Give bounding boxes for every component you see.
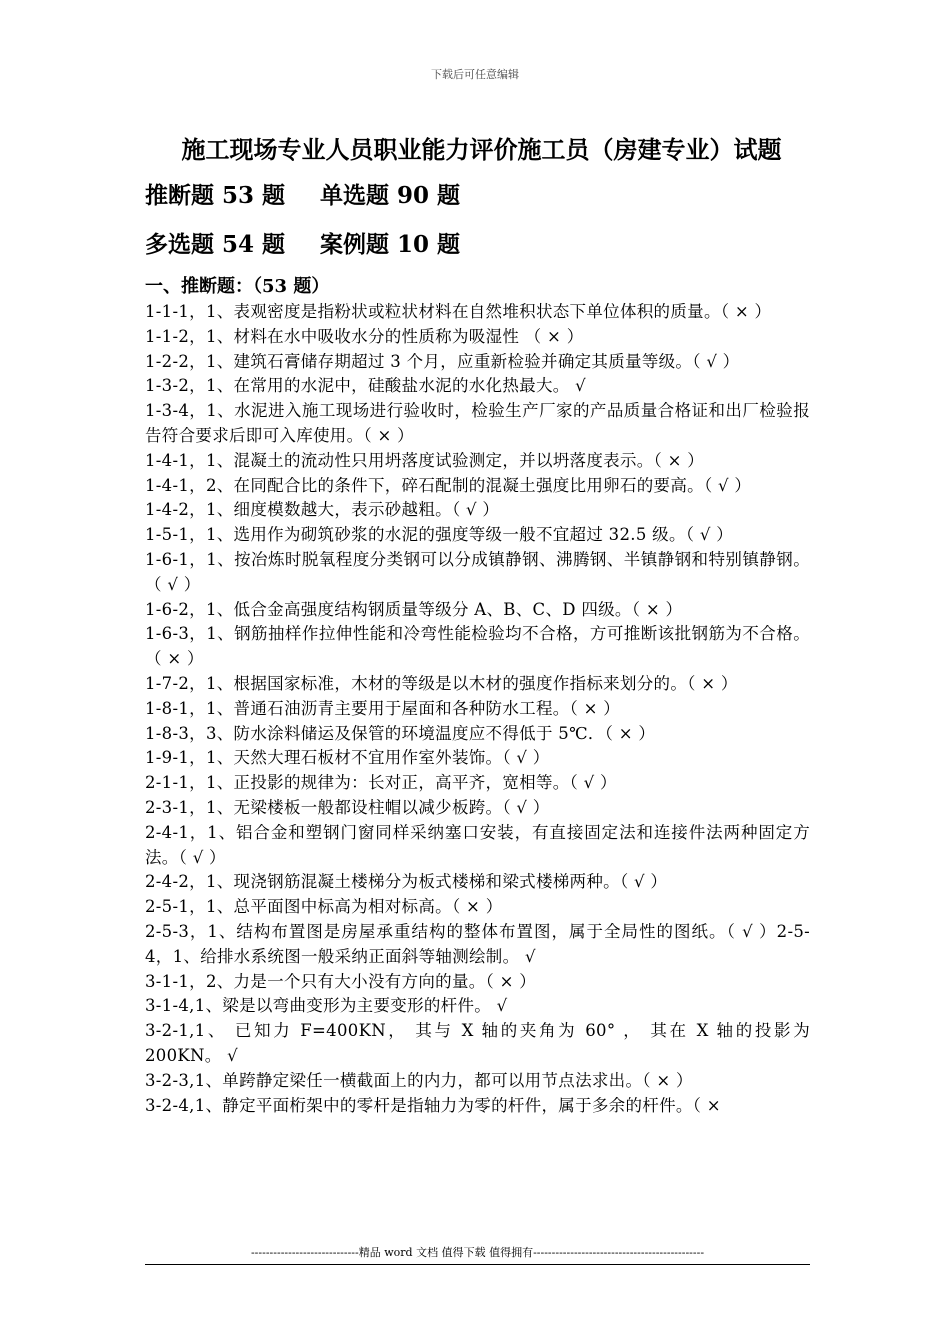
question-item: 1-6-3，1、钢筋抽样作拉伸性能和冷弯性能检验均不合格，方可推断该批钢筋为不合格。（ × ） [145, 624, 810, 669]
question-item: 1-1-2，1、材料在水中吸收水分的性质称为吸湿性 （ × ） [145, 326, 584, 346]
question-item: 1-2-2，1、建筑石膏储存期超过 3 个月，应重新检验并确定其质量等级。（ √ ） [145, 351, 740, 371]
question-item: 3-1-4,1、梁是以弯曲变形为主要变形的杆件。 √ [145, 996, 508, 1016]
question-item: 2-5-3，1、结构布置图是房屋承重结构的整体布置图，属于全局性的图纸。（ √ ）2-5-4，1、给排水系统图一般采纳正面斜等轴测绘制。 √ [145, 921, 810, 966]
question-item: 1-3-2，1、在常用的水泥中，硅酸盐水泥的水化热最大。 √ [145, 376, 586, 396]
question-item: 1-3-4，1、水泥进入施工现场进行验收时，检验生产厂家的产品质量合格证和出厂检验报告符合要求后即可入库使用。（ × ） [145, 401, 810, 445]
stats-line-1 [145, 178, 810, 214]
question-item: 1-7-2，1、根据国家标准，木材的等级是以木材的强度作指标来划分的。（ × ） [145, 673, 738, 693]
question-item: 2-3-1，1、无梁楼板一般都设柱帽以减少板跨。（ √ ） [145, 797, 550, 817]
question-item: 2-5-1，1、总平面图中标高为相对标高。（ × ） [145, 897, 503, 917]
question-item: 3-2-4,1、静定平面桁架中的零杆是指轴力为零的杆件，属于多余的杆件。（ × [145, 1095, 721, 1115]
stats-multi-choice: 多选题 54 题 [145, 231, 286, 258]
document-body [145, 132, 810, 1118]
question-item: 1-1-1，1、表观密度是指粉状或粒状材料在自然堆积状态下单位体积的质量。（ × ） [145, 302, 772, 321]
question-item: 3-2-3,1、单跨静定梁任一横截面上的内力，都可以用节点法求出。（ × ） [145, 1070, 693, 1090]
question-item: 1-4-1，2、在同配合比的条件下，碎石配制的混凝土强度比用卵石的要高。（ √ ） [145, 475, 752, 495]
stats-judgment: 推断题 53 题 [145, 182, 286, 209]
question-item: 1-6-2，1、低合金高强度结构钢质量等级分 A、B、C、D 四级。（ × ） [145, 599, 683, 619]
question-item: 1-8-3，3、防水涂料储运及保管的环境温度应不得低于 5℃．（ × ） [145, 723, 656, 743]
header-note: 下载后可任意编辑 [431, 68, 519, 81]
question-item: 1-5-1，1、选用作为砌筑砂浆的水泥的强度等级一般不宜超过 32.5 级。（ √ ） [145, 525, 734, 545]
footer-note: -----------------------------精品 word 文档 值得下载 值得拥有---------------------------------------------- [145, 1244, 810, 1265]
question-item: 2-4-2，1、现浇钢筋混凝土楼梯分为板式楼梯和梁式楼梯两种。（ √ ） [145, 872, 668, 892]
stats-line-2 [145, 227, 810, 263]
section-heading: 一、推断题：（53 题） [145, 276, 330, 297]
question-list [145, 300, 810, 1118]
stats-case: 案例题 10 题 [320, 231, 461, 258]
question-item: 1-8-1，1、普通石油沥青主要用于屋面和各种防水工程。（ × ） [145, 698, 621, 718]
question-item: 1-9-1，1、天然大理石板材不宜用作室外装饰。（ √ ） [145, 748, 550, 768]
question-item: 2-1-1，1、正投影的规律为：长对正，高平齐，宽相等。（ √ ） [145, 773, 617, 793]
document-title: 施工现场专业人员职业能力评价施工员（房建专业）试题 [181, 135, 782, 164]
question-item: 3-1-1，2、力是一个只有大小没有方向的量。（ × ） [145, 971, 537, 991]
question-item: 2-4-1，1、铝合金和塑钢门窗同样采纳塞口安装，有直接固定法和连接件法两种固定方法。（ √ ） [145, 822, 810, 867]
stats-single-choice: 单选题 90 题 [320, 182, 461, 209]
question-item: 1-6-1，1、按冶炼时脱氧程度分类钢可以分成镇静钢、沸腾钢、半镇静钢和特别镇静钢。（ √ ） [145, 549, 810, 594]
question-item: 1-4-1，1、混凝土的流动性只用坍落度试验测定，并以坍落度表示。（ × ） [145, 450, 705, 470]
question-item: 3-2-1,1、 已知力 F=400KN， 其与 X 轴的夹角为 60° ， 其在 X 轴的投影为 200KN。 √ [145, 1021, 810, 1065]
question-item: 1-4-2，1、细度模数越大，表示砂越粗。（ √ ） [145, 500, 500, 520]
